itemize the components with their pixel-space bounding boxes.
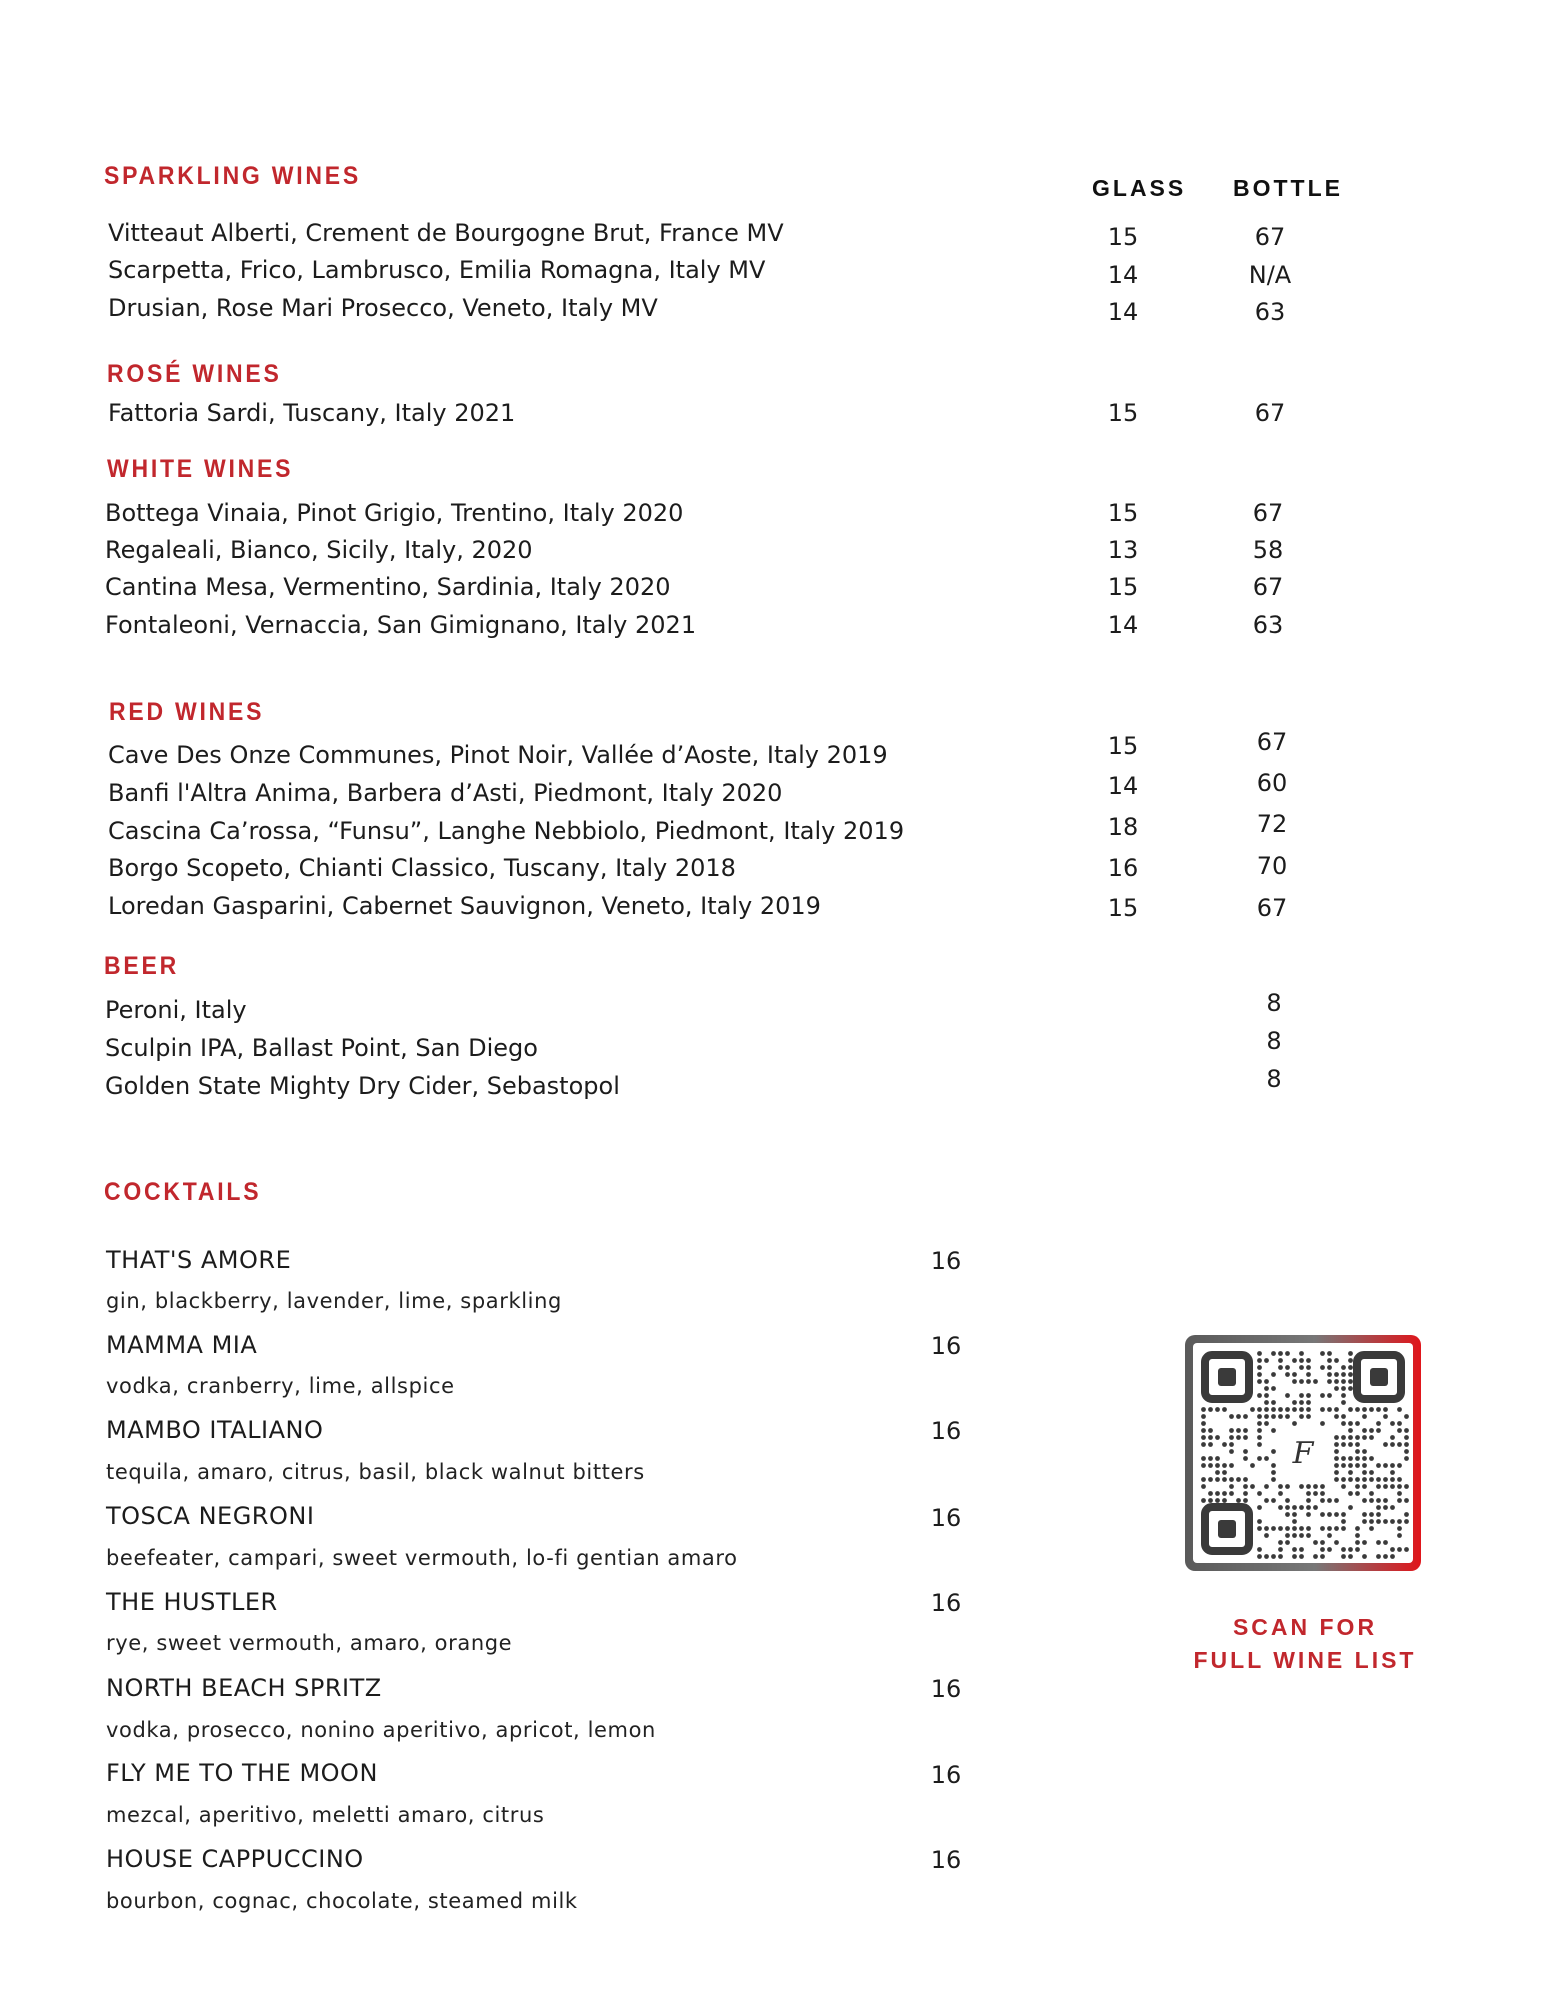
wine-name: Cave Des Onze Communes, Pinot Noir, Vallée d’Aoste, Italy 2019: [108, 741, 888, 769]
wine-name: Drusian, Rose Mari Prosecco, Veneto, Italy MV: [108, 294, 658, 322]
cocktail-description: vodka, prosecco, nonino aperitivo, apricot, lemon: [106, 1718, 656, 1742]
cocktail-price: 16: [930, 1761, 962, 1789]
scan-label-line1: SCAN FOR: [1232, 1614, 1378, 1640]
wine-name: Fattoria Sardi, Tuscany, Italy 2021: [108, 399, 516, 427]
bottle-price: 63: [1252, 611, 1284, 639]
cocktail-price: 16: [930, 1247, 962, 1275]
cocktail-price: 16: [930, 1504, 962, 1532]
cocktail-description: beefeater, campari, sweet vermouth, lo-fi gentian amaro: [106, 1546, 738, 1570]
qr-code[interactable]: [1185, 1335, 1421, 1571]
cocktail-description: vodka, cranberry, lime, allspice: [106, 1374, 455, 1398]
cocktail-name: THE HUSTLER: [106, 1588, 278, 1616]
bottle-price: 72: [1256, 810, 1288, 838]
cocktail-price: 16: [930, 1417, 962, 1445]
glass-column-header: GLASS: [1092, 175, 1187, 201]
cocktail-description: tequila, amaro, citrus, basil, black walnut bitters: [106, 1460, 645, 1484]
glass-price: 15: [1107, 732, 1139, 760]
glass-price: 15: [1107, 399, 1139, 427]
section-title-white: WHITE WINES: [107, 455, 294, 483]
section-title-cocktails: COCKTAILS: [104, 1178, 262, 1206]
wine-name: Vitteaut Alberti, Crement de Bourgogne Brut, France MV: [108, 219, 784, 247]
glass-price: 15: [1107, 223, 1139, 251]
bottle-price: 8: [1266, 1065, 1282, 1093]
wine-name: Scarpetta, Frico, Lambrusco, Emilia Romagna, Italy MV: [108, 256, 766, 284]
bottle-price: 67: [1254, 399, 1286, 427]
cocktail-name: TOSCA NEGRONI: [106, 1502, 315, 1530]
glass-price: 14: [1107, 261, 1139, 289]
glass-price: 15: [1107, 499, 1139, 527]
glass-price: 15: [1107, 573, 1139, 601]
cocktail-description: gin, blackberry, lavender, lime, sparkling: [106, 1289, 562, 1313]
bottle-price: 67: [1254, 223, 1286, 251]
cocktail-name: MAMMA MIA: [106, 1331, 258, 1359]
bottle-price: N/A: [1248, 261, 1292, 289]
glass-price: 14: [1107, 772, 1139, 800]
glass-price: 16: [1107, 854, 1139, 882]
glass-price: 15: [1107, 894, 1139, 922]
bottle-price: 67: [1256, 894, 1288, 922]
wine-name: Cascina Ca’rossa, “Funsu”, Langhe Nebbiolo, Piedmont, Italy 2019: [108, 817, 905, 845]
section-title-red: RED WINES: [109, 698, 265, 726]
section-title-beer: BEER: [104, 952, 179, 980]
wine-name: Loredan Gasparini, Cabernet Sauvignon, Veneto, Italy 2019: [108, 892, 821, 920]
bottle-price: 67: [1256, 728, 1288, 756]
wine-name: Cantina Mesa, Vermentino, Sardinia, Italy 2020: [105, 573, 671, 601]
cocktail-name: HOUSE CAPPUCCINO: [106, 1845, 364, 1873]
bottle-price: 67: [1252, 573, 1284, 601]
bottle-price: 58: [1252, 536, 1284, 564]
bottle-price: 67: [1252, 499, 1284, 527]
beer-name: Golden State Mighty Dry Cider, Sebastopol: [105, 1072, 620, 1100]
section-title-rose: ROSÉ WINES: [107, 360, 282, 388]
cocktail-name: FLY ME TO THE MOON: [106, 1759, 378, 1787]
wine-name: Banfi l'Altra Anima, Barbera d’Asti, Piedmont, Italy 2020: [108, 779, 783, 807]
beer-name: Peroni, Italy: [105, 996, 247, 1024]
bottle-column-header: BOTTLE: [1233, 175, 1343, 201]
qr-logo: F: [1292, 1436, 1314, 1471]
beer-name: Sculpin IPA, Ballast Point, San Diego: [105, 1034, 538, 1062]
bottle-price: 63: [1254, 298, 1286, 326]
wine-name: Regaleali, Bianco, Sicily, Italy, 2020: [105, 536, 533, 564]
glass-price: 18: [1107, 813, 1139, 841]
cocktail-name: NORTH BEACH SPRITZ: [106, 1674, 382, 1702]
bottle-price: 8: [1266, 989, 1282, 1017]
cocktail-description: mezcal, aperitivo, meletti amaro, citrus: [106, 1803, 545, 1827]
cocktail-name: MAMBO ITALIANO: [106, 1416, 324, 1444]
bottle-price: 60: [1256, 769, 1288, 797]
cocktail-price: 16: [930, 1846, 962, 1874]
scan-label-line2: FULL WINE LIST: [1193, 1647, 1417, 1673]
wine-name: Borgo Scopeto, Chianti Classico, Tuscany, Italy 2018: [108, 854, 736, 882]
wine-name: Bottega Vinaia, Pinot Grigio, Trentino, Italy 2020: [105, 499, 684, 527]
cocktail-price: 16: [930, 1332, 962, 1360]
bottle-price: 70: [1256, 852, 1288, 880]
section-title-sparkling: SPARKLING WINES: [104, 162, 361, 190]
glass-price: 14: [1107, 611, 1139, 639]
cocktail-description: bourbon, cognac, chocolate, steamed milk: [106, 1889, 578, 1913]
cocktail-description: rye, sweet vermouth, amaro, orange: [106, 1631, 513, 1655]
glass-price: 13: [1107, 536, 1139, 564]
wine-name: Fontaleoni, Vernaccia, San Gimignano, Italy 2021: [105, 611, 697, 639]
cocktail-name: THAT'S AMORE: [106, 1246, 292, 1274]
glass-price: 14: [1107, 298, 1139, 326]
cocktail-price: 16: [930, 1589, 962, 1617]
cocktail-price: 16: [930, 1675, 962, 1703]
bottle-price: 8: [1266, 1027, 1282, 1055]
